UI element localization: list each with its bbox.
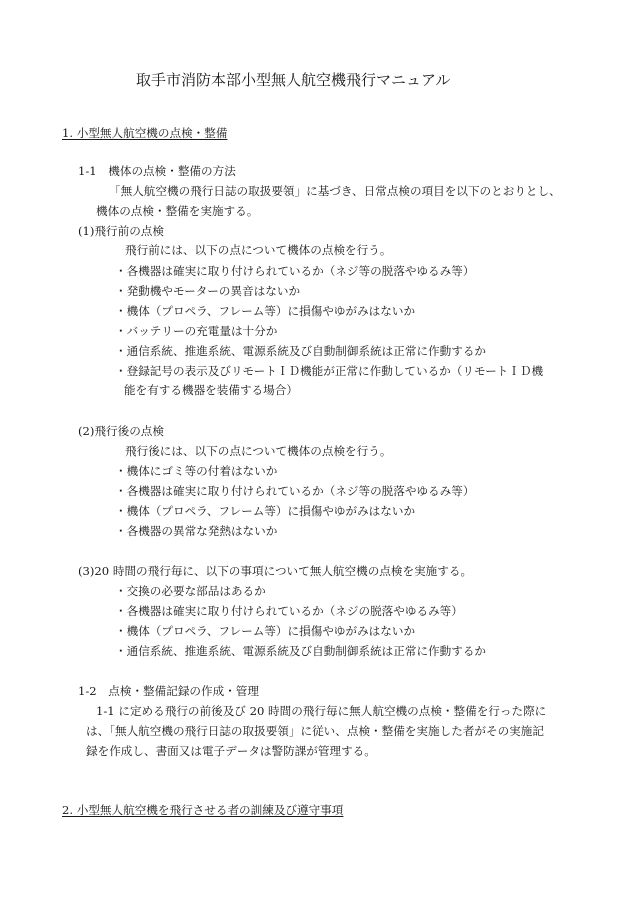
checklist-item: ・バッテリーの充電量は十分か xyxy=(115,324,278,338)
post-flight-lead: 飛行後には、以下の点について機体の点検を行う。 xyxy=(125,444,392,458)
document-title: 取手市消防本部小型無人航空機飛行マニュアル xyxy=(136,71,451,89)
checklist-item: ・通信系統、推進系統、電源系統及び自動制御系統は正常に作動するか xyxy=(115,344,487,358)
checklist-item: ・通信系統、推進系統、電源系統及び自動制御系統は正常に作動するか xyxy=(115,644,487,658)
checklist-item: ・機体（プロペラ、フレーム等）に損傷やゆがみはないか xyxy=(115,504,416,518)
checklist-item: ・機体（プロペラ、フレーム等）に損傷やゆがみはないか xyxy=(115,624,416,638)
paragraph-line: は、「無人航空機の飛行日誌の取扱要領」に従い、点検・整備を実施した者がその実施記 xyxy=(86,724,544,738)
checklist-item: ・発動機やモーターの異音はないか xyxy=(115,284,301,298)
checklist-item: ・各機器は確実に取り付けられているか（ネジ等の脱落やゆるみ等） xyxy=(115,484,475,498)
paragraph-line: 1-1 に定める飛行の前後及び 20 時間の飛行毎に無人航空機の点検・整備を行った際に xyxy=(96,704,547,718)
every-20-hours-heading: (3)20 時間の飛行毎に、以下の事項について無人航空機の点検を実施する。 xyxy=(78,564,473,578)
post-flight-heading: (2)飛行後の点検 xyxy=(78,424,164,438)
checklist-item: ・各機器の異常な発熱はないか xyxy=(115,524,278,538)
paragraph-line: 機体の点検・整備を実施する。 xyxy=(96,204,259,218)
paragraph-line: 録を作成し、書面又は電子データは警防課が管理する。 xyxy=(86,744,376,758)
checklist-item: ・各機器は確実に取り付けられているか（ネジの脱落やゆるみ等） xyxy=(115,604,463,618)
checklist-item: ・機体にゴミ等の付着はないか xyxy=(115,464,278,478)
checklist-item-continued: 能を有する機器を装備する場合） xyxy=(124,383,298,397)
pre-flight-lead: 飛行前には、以下の点について機体の点検を行う。 xyxy=(125,243,392,257)
section-2-heading: 2. 小型無人航空機を飛行させる者の訓練及び遵守事項 xyxy=(62,803,344,817)
checklist-item: ・交換の必要な部品はあるか xyxy=(115,584,266,598)
paragraph-line: 「無人航空機の飛行日誌の取扱要領」に基づき、日常点検の項目を以下のとおりとし、 xyxy=(109,184,561,198)
pre-flight-heading: (1)飛行前の点検 xyxy=(78,224,164,238)
subsection-1-1-heading: 1-1 機体の点検・整備の方法 xyxy=(78,164,236,178)
checklist-item: ・登録記号の表示及びリモートＩＤ機能が正常に作動しているか（リモートＩＤ機 xyxy=(115,364,544,378)
checklist-item: ・各機器は確実に取り付けられているか（ネジ等の脱落やゆるみ等） xyxy=(115,264,475,278)
section-1-heading: 1. 小型無人航空機の点検・整備 xyxy=(62,126,228,140)
subsection-1-2-heading: 1-2 点検・整備記録の作成・管理 xyxy=(78,684,259,698)
checklist-item: ・機体（プロペラ、フレーム等）に損傷やゆがみはないか xyxy=(115,304,416,318)
